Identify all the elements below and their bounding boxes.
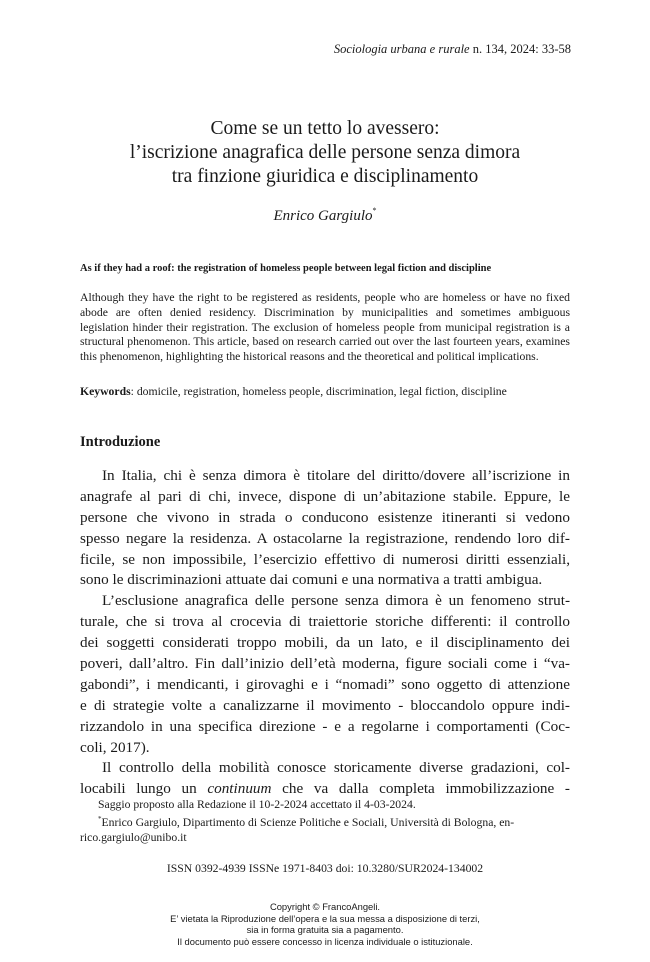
english-title: As if they had a roof: the registration of homeless people between legal fiction and discipline xyxy=(80,263,492,274)
affiliation-marker: * xyxy=(98,815,102,823)
body-line-end: che va dalla completa immobilizzazione - xyxy=(271,780,570,798)
copyright-line: sia in forma gratuita sia a pagamento. xyxy=(246,924,404,936)
keywords-label: Keywords xyxy=(80,385,131,398)
body-line: coli, 2017). xyxy=(80,738,150,756)
body-line: rizzandolo in una specifica direzione - e a regolarne i comportamenti (Coc- xyxy=(80,717,570,735)
title-line: Come se un tetto lo avessero: xyxy=(210,118,440,139)
italic-term: continuum xyxy=(207,780,272,798)
body-line: persone che vivono in strada o conducono esistenze itineranti si vedono xyxy=(80,508,570,526)
submission-note: Saggio proposto alla Redazione il 10-2-2024 accettato il 4-03-2024. xyxy=(98,798,416,811)
affiliation-note xyxy=(80,812,580,830)
body-line-start: locabili lungo un xyxy=(80,780,208,798)
article-title xyxy=(60,117,590,189)
journal-header xyxy=(334,42,571,57)
footnotes xyxy=(80,797,580,845)
keywords xyxy=(80,385,580,398)
author-email: rico.gargiulo@unibo.it xyxy=(80,831,187,844)
title-line: tra finzione giuridica e disciplinamento xyxy=(171,166,479,187)
title-line: l’iscrizione anagrafica delle persone senza dimora xyxy=(129,142,521,163)
author-footnote-marker: * xyxy=(372,206,377,215)
section-heading: Introduzione xyxy=(80,434,161,450)
keywords-list: : domicile, registration, homeless people, discrimination, legal fiction, discipline xyxy=(130,385,507,398)
affiliation-text: Enrico Gargiulo, Dipartimento di Scienze Politiche e Sociali, Università di Bologna, en- xyxy=(101,816,515,829)
issn-line: ISSN 0392-4939 ISSNe 1971-8403 doi: 10.3280/SUR2024-134002 xyxy=(166,862,484,875)
body-text xyxy=(80,466,570,800)
copyright-notice xyxy=(60,901,590,947)
body-line: e di strategie volte a canalizzarne il movimento - bloccandolo oppure indi- xyxy=(80,696,570,714)
author-byline xyxy=(60,206,590,225)
body-line: Il controllo della mobilità conosce storicamente diverse gradazioni, col- xyxy=(102,759,570,777)
abstract xyxy=(80,291,570,365)
body-line: sono le discriminazioni attuate dai comuni e una normativa a tratti ambigua. xyxy=(80,571,543,589)
copyright-line: E’ vietata la Riproduzione dell’opera e la sua messa a disposizione di terzi, xyxy=(170,912,480,924)
body-line: In Italia, chi è senza dimora è titolare del diritto/dovere all’iscrizione in xyxy=(102,467,570,484)
body-line: poveri, dall’altro. Fin dall’inizio dell’età moderna, figure sociali come i “va- xyxy=(80,655,570,673)
journal-issue: n. 134, 2024: 33-58 xyxy=(469,42,571,56)
copyright-line: Il documento può essere concesso in licenza individuale o istituzionale. xyxy=(177,935,473,947)
body-line: anagrafe al pari di chi, invece, dispone di un’abitazione stabile. Eppure, le xyxy=(80,487,570,505)
body-line: gabondi”, i mendicanti, i girovaghi e i “nomadi” sono oggetto di attenzione xyxy=(80,675,570,693)
author-name: Enrico Gargiulo xyxy=(273,208,373,224)
body-line: turale, che si trova al crocevia di traiettorie storiche differenti: il controllo xyxy=(80,613,570,631)
body-line: L’esclusione anagrafica delle persone senza dimora è un fenomeno strut- xyxy=(102,592,570,610)
journal-name: Sociologia urbana e rurale xyxy=(333,42,470,56)
copyright-line: Copyright © FrancoAngeli. xyxy=(269,901,381,912)
body-line: ficile, se non impossibile, l’esercizio effettivo di numerosi diritti essenziali, xyxy=(80,550,570,568)
body-line: dei soggetti considerati troppo mobili, da un lato, e il disciplinamento dei xyxy=(80,634,570,652)
body-line: spesso negare la residenza. A ostacolarne la registrazione, rendendo loro dif- xyxy=(80,529,570,547)
abstract-text: Although they have the right to be registered as residents, people who are homeless or have no fixed abode are often denied residency. Discrimination by municipalities and sometimes ambiguous legislation hinder their registration. The exclusion of homeless people from municipal registration is a structural phenomenon. This article, based on research carried out over the last fourteen years, examines this phenomenon, highlighting the historical reasons and the theoretical and political implications. xyxy=(80,291,570,364)
